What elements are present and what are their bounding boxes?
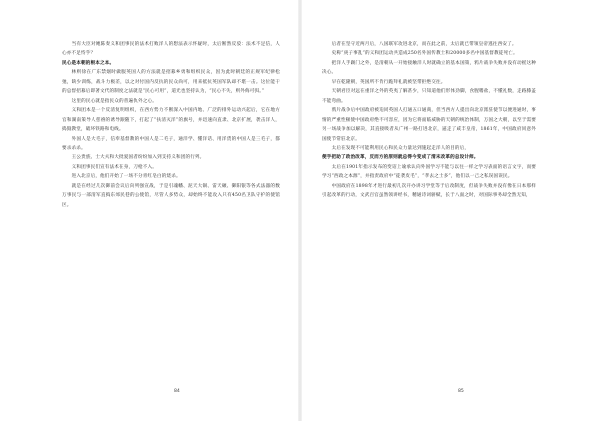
paragraph: 天朝君臣对远在重洋之外的英夷了解甚少，只知道他们形体劲脚，食腥嗜盐，不懂礼数，走路膝盖不能弯曲。 — [322, 89, 536, 104]
left-page-number: 84 — [174, 389, 180, 394]
paragraph: 义和团本是一个反清复明组织，在西方势力不断深入中国内地、广泛的排外运动兴起后，它在地方官和湖南策导人慈禧的诱导跟随下，打起了“扶清灭洋”的旗号，并迅速向直隶、北京扩展，袭击洋人，捣毁教堂，破坏铁路和电线。 — [62, 108, 280, 133]
paragraph: 林则徐在广东禁烟时做服英国人的方法就是招募乡勇和组织民众，因为此时朝廷的正规军纪律松弛，缺少训练，战斗力极差，以之对付国内反抗的民众尚可，用来抵抗英国军队却不堪一击。这位能干的总督招募后即著文代的制度之法就是“民心可用”，道光也坚持认为，“民心不失，则外侮可弭。” — [62, 70, 280, 95]
paragraph: 早在乾隆朝，英国所不肯行跪拜礼就被坚带拒绝交往。 — [331, 79, 446, 85]
paragraph: 外国人是大毛子，信奉基督教的中国人是二毛子，通洋学、懂洋话、用洋货的中国人是三毛子，都要杀杀杀。 — [62, 136, 280, 151]
paragraph: 义和团事民们宣有法术在身，刀枪不入。 — [71, 164, 157, 170]
paragraph: 太后在发现不可能利用民心和民众力量达到施起走洋人的目的后， — [331, 145, 470, 151]
paragraph: 太后在1901年指示发布的变诏上谕承认向外国学习不能与以往一样之学习表面的语言文字，而要学习“西政之本源”，并指责政府中“徒袭皮毛”，“孝去之士多”，他们以一己之私误国误民。 — [322, 164, 536, 180]
paragraph: 中国政府在1898年才进行最初几次开办讲习学堂等于后改制度，但战争失败并没有像在日本那样引起改革的行动，文武百官虽然领讲经书，精通诗词骈赋，长于八面之时，对国际事务却全然无知， — [322, 183, 536, 199]
paragraph: 进入北京后，他们开始了一场不分青红皂白的烧杀。 — [71, 174, 181, 180]
right-page-text — [322, 40, 536, 201]
right-page — [300, 0, 600, 421]
paragraph: 后者在坚守近两月后，八国联军攻进北京，而在此之前，太后就已带领皇帝逃往西安了。 — [331, 42, 517, 47]
right-page-number: 85 — [458, 389, 464, 394]
paragraph: 把洋人手踢门之外，是清朝从一开始接触洋人时就确立的基本国策，鸦片战争失败并没有动摇这种决心。 — [322, 60, 536, 76]
paragraph: 鸦片战争后中国政府被迫同英国人打通五口通商，但当西方人提出向北京派驻使节以便进通时，事情的严重性顿使中国政府绝不可容应，因为它将面临威胁的天朝的统治体制，万国之大朝，以至于需要另一场战争加以解决，其直接吸者从广州一路打进北京，逼走了咸丰皇帝，1861年，中国政府同意外国使节常驻北京。 — [322, 108, 536, 142]
paragraph: 就是在经过几次御前会议后向列强宣战，于是引魂幡、泥天大铜、雷天碾、御阳银等各式法器的数万事民与一部清军直捣东郊民巷的公使馆，尽管人多势众，却始终不能攻入只有450名卫队守护的使馆区。 — [62, 183, 280, 208]
paragraph: 这里的民心就是指民众的普遍仇外之心。 — [71, 98, 157, 104]
paragraph: 王公贵族、士大夫和大批爱国者纷纷加入到支持义和团的行列。 — [71, 155, 205, 161]
left-page-text — [62, 40, 280, 210]
emphasis-paragraph: 民心是本朝的根本之本。 — [62, 60, 115, 66]
emphasis-paragraph: 便手把助了政治改革，反而方的原则就总得今变成了清末改革的总设计师。 — [322, 155, 479, 161]
paragraph: 史称“庚子事乱”的义和团运动共造成250名外国传教士和20000多名中国基督教徒死亡。 — [331, 51, 518, 57]
paragraph: 当有大臣对她陈奏义和团事民的法术打败洋人的想法表示怀疑时，太后断然反驳：法术不足信，人心亦不足恃乎？ — [62, 42, 280, 57]
